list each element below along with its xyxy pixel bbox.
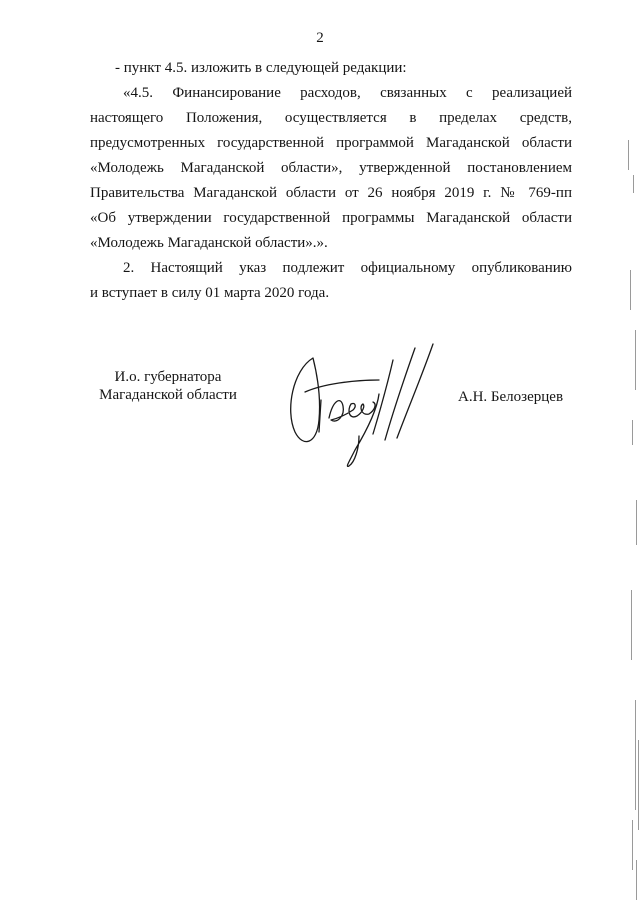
- signer-name: А.Н. Белозерцев: [458, 389, 564, 405]
- signer-position-line1: И.о. губернатора: [114, 369, 222, 385]
- signer-position: [88, 368, 248, 404]
- quoted-line: предусмотренных государственной программой Магаданской области: [90, 135, 572, 151]
- final-paragraph: [90, 256, 572, 306]
- quoted-line: «Молодежь Магаданской области», утвержденной постановлением: [90, 160, 572, 176]
- page-number: 2: [316, 30, 324, 46]
- quoted-line: Правительства Магаданской области от 26 ноября 2019 г. № 769-пп: [90, 185, 572, 201]
- document-body: [90, 56, 572, 306]
- quoted-line: настоящего Положения, осуществляется в пределах средств,: [90, 110, 572, 126]
- final-line: 2. Настоящий указ подлежит официальному опубликованию: [123, 260, 572, 276]
- quoted-line: «Об утверждении государственной программы Магаданской области: [90, 210, 572, 226]
- item-instruction: - пункт 4.5. изложить в следующей редакции:: [115, 60, 407, 76]
- scan-edge-noise: [620, 0, 640, 905]
- signer-position-line2: Магаданской области: [99, 387, 237, 403]
- quoted-line: «Молодежь Магаданской области».».: [90, 235, 328, 251]
- handwritten-signature: [283, 340, 443, 475]
- quoted-line: «4.5. Финансирование расходов, связанных с реализацией: [123, 85, 572, 101]
- quoted-paragraph: [90, 81, 572, 256]
- final-line: и вступает в силу 01 марта 2020 года.: [90, 285, 330, 301]
